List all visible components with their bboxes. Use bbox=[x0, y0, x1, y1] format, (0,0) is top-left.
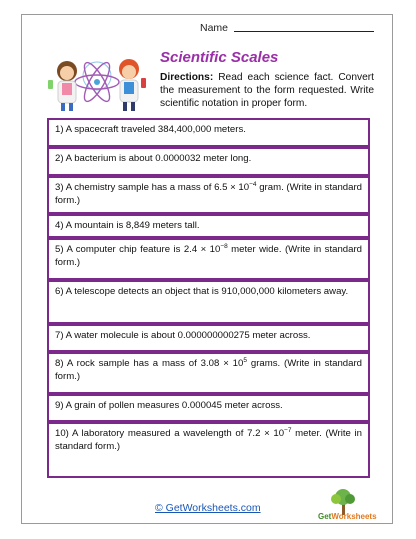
question-box: 6) A telescope detects an object that is 910,000,000 kilometers away. bbox=[47, 280, 370, 324]
question-box: 5) A computer chip feature is $2.4 \times 10^{-8}$ meter wide. (Write in standard form.) bbox=[47, 238, 370, 280]
name-label: Name bbox=[200, 22, 229, 34]
directions bbox=[160, 71, 374, 110]
name-field bbox=[200, 22, 374, 34]
question-box: 3) A chemistry sample has a mass of $6.5 \times 10^{-4}$ gram. (Write in standard form.) bbox=[47, 176, 370, 214]
question-box: 4) A mountain is 8,849 meters tall. bbox=[47, 214, 370, 238]
directions-text: Read each science fact. Convert the measurement to the form requested. Write scientific notation in proper form. bbox=[160, 72, 374, 109]
getworksheets-link[interactable]: © GetWorksheets.com bbox=[155, 502, 261, 514]
question-box: 9) A grain of pollen measures 0.000045 meter across. bbox=[47, 394, 370, 422]
question-box: 8) A rock sample has a mass of $3.08 \times 10^5$ grams. (Write in standard form.) bbox=[47, 352, 370, 394]
directions-label: Directions: bbox=[160, 72, 214, 83]
question-box: 7) A water molecule is about 0.000000000275 meter across. bbox=[47, 324, 370, 352]
worksheet-title: Scientific Scales bbox=[160, 49, 279, 66]
question-box: 2) A bacterium is about 0.0000032 meter long. bbox=[47, 147, 370, 176]
name-blank-line bbox=[234, 31, 374, 32]
question-box: 1) A spacecraft traveled 384,400,000 meters. bbox=[47, 118, 370, 147]
kids-scientists-illustration bbox=[45, 56, 150, 112]
question-box: 10) A laboratory measured a wavelength of $7.2 \times 10^{-7}$ meter. (Write in standard form.) bbox=[47, 422, 370, 478]
getworksheets-logo: GetWorksheets bbox=[318, 512, 377, 521]
